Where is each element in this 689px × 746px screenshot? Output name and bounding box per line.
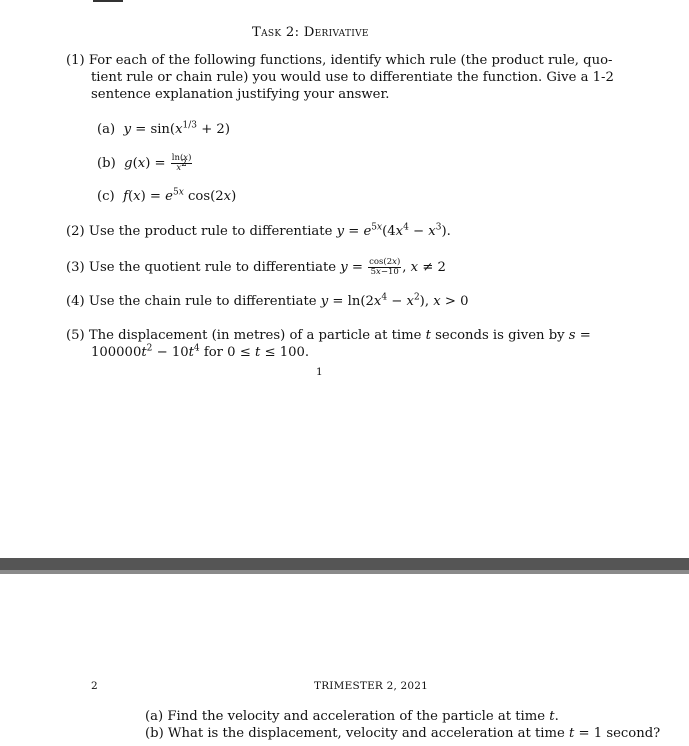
top-edge-mark [93, 0, 123, 2]
question-1a-label: (a) [97, 122, 116, 137]
question-1b-label: (b) [97, 156, 116, 171]
question-1a-expression: $y = \sin(x^{1/3} + 2)$ [123, 120, 230, 137]
page-2-header: TRIMESTER 2, 2021 [314, 680, 429, 692]
question-1b-expression: g(x) = $\frac{\ln(x)}{x^2}$ [124, 153, 192, 173]
question-4: (4) Use the chain rule to differentiate $y = \ln(2x^4 - x^2)$, x > 0 [66, 292, 469, 309]
page-2-number: 2 [91, 680, 98, 692]
question-1c [97, 188, 236, 205]
question-3: (3) Use the quotient rule to differentiate y = $\frac{\cos(2x)}{5x-10}$ , x ≠ 2 [66, 257, 446, 277]
question-1b [97, 154, 193, 173]
question-1-line-1: (1) For each of the following functions, identify which rule (the product rule, quo- [66, 53, 613, 68]
question-1c-expression: $f(x) = e^{5x}$ cos(2x) [123, 187, 237, 204]
question-1-line-2: tient rule or chain rule) you would use to differentiate the function. Give a 1-2 [91, 70, 614, 85]
page-title: Task 2: Derivative [252, 25, 369, 40]
question-2: (2) Use the product rule to differentiate $y = e^{5x}(4x^4 - x^3)$. [66, 222, 451, 239]
question-5-line-2: $100000t^2 - 10t^4$ for 0 ≤ t ≤ 100. [91, 343, 310, 360]
page-1-number: 1 [316, 366, 323, 378]
page-2 [0, 574, 689, 746]
question-1-line-3: sentence explanation justifying your answer. [91, 87, 390, 102]
page-separator [0, 558, 689, 570]
question-5b: (b) What is the displacement, velocity and acceleration at time t = 1 second? [145, 726, 661, 741]
question-1c-label: (c) [97, 189, 115, 204]
question-5-line-1: (5) The displacement (in metres) of a particle at time t seconds is given by s = [66, 328, 591, 343]
question-5a: (a) Find the velocity and acceleration of the particle at time t. [145, 709, 559, 724]
question-1a [97, 121, 230, 138]
